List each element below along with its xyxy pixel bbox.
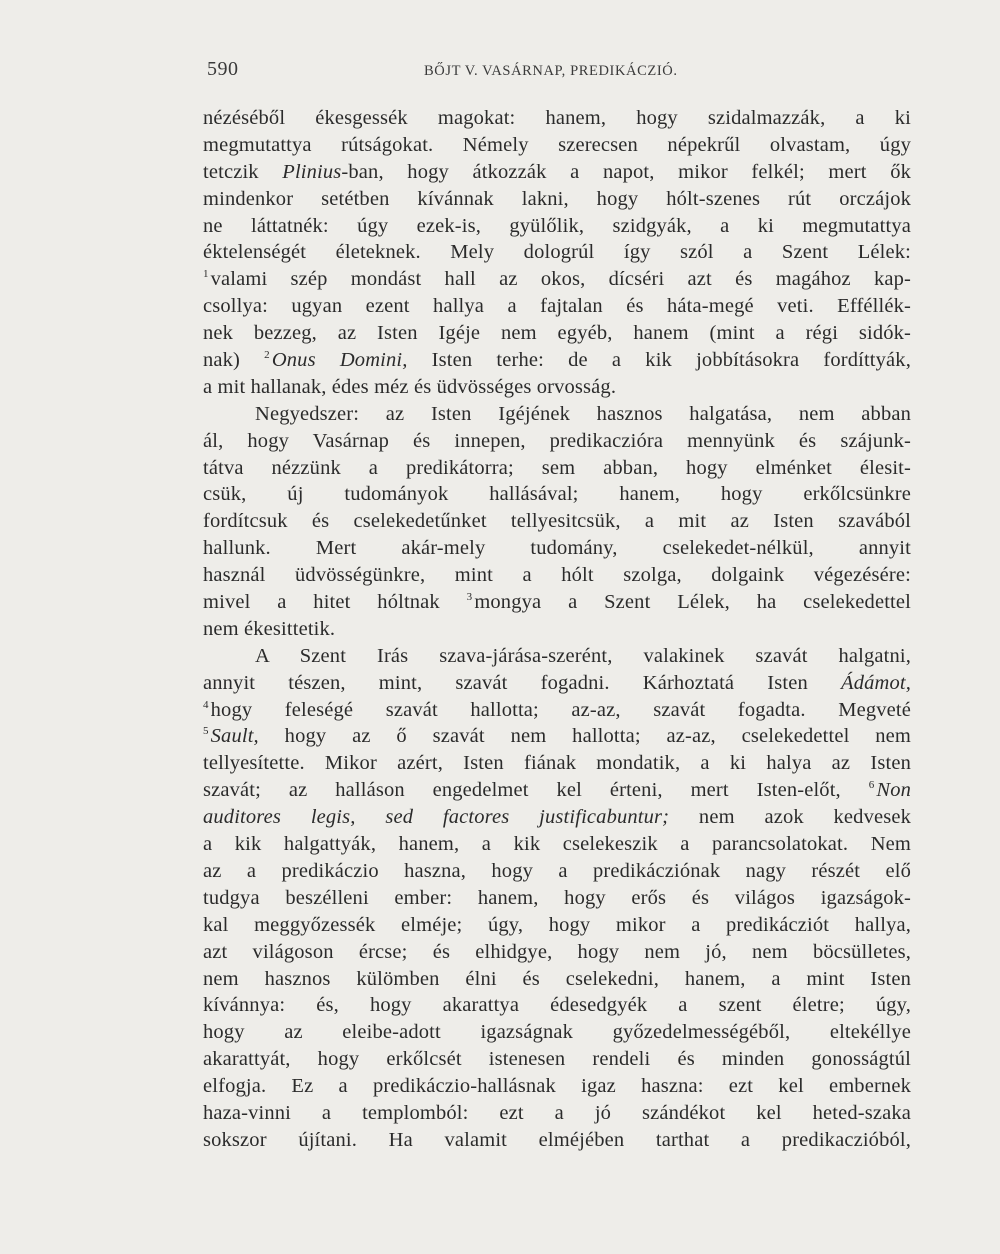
text-line: csollya: ugyan ezent hallya a fajtalan és háta-megé veti. Efféllék- <box>203 295 911 318</box>
text-line: akarattyát, hogy erkőlcsét istenesen rendeli és minden gonosságtúl <box>203 1048 911 1071</box>
text-line: nem hasznos külömben élni és cselekedni, hanem, a mint Isten <box>203 967 911 990</box>
text-line: azt világoson ércse; és elhidgye, hogy nem jó, nem böcsülletes, <box>203 940 911 963</box>
text-line: tátva nézzünk a predikátorra; sem abban, hogy elménket élesit- <box>203 456 911 479</box>
text-line: csük, új tudományok hallásával; hanem, hogy erkőlcsünkre <box>203 483 911 506</box>
text-line: a kik halgattyák, hanem, a kik cselekeszik a parancsolatokat. Nem <box>203 833 911 856</box>
page-number: 590 <box>207 58 239 80</box>
footnote-mark: 2 <box>264 349 270 362</box>
footnote-mark: 6 <box>868 779 875 792</box>
text-line: fordítcsuk és cselekedetűnket tellyesitcsük, a mit az Isten szavából <box>203 510 911 533</box>
text-line: nek bezzeg, az Isten Igéje nem egyéb, hanem (mint a régi sidók- <box>203 322 911 345</box>
text-line: $^4$hogy feleségé szavát hallotta; az-az, szavát fogadta. Megveté <box>203 698 911 721</box>
text-line: az a predikáczio haszna, hogy a predikácziónak nagy részét elő <box>203 859 911 882</box>
text-line: használ üdvösségünkre, mint a hólt szolga, dolgaink végezésére: <box>203 564 911 587</box>
text-line: nem ékesittetik. <box>203 617 336 640</box>
text-line: sokszor újítani. Ha valamit elméjében tarthat a predikaczióból, <box>203 1128 911 1151</box>
footnote-mark: 1 <box>203 268 209 281</box>
footnote-mark: 4 <box>203 698 209 711</box>
text-line: elfogja. Ez a predikáczio-hallásnak igaz haszna: ezt kel embernek <box>203 1075 911 1098</box>
footnote-mark: 3 <box>466 591 473 604</box>
text-line: kívánnya: és, hogy akarattya édesedgyék a szent életre; úgy, <box>203 994 911 1017</box>
text-line: nézéséből ékesgessék magokat: hanem, hogy szidalmazzák, a ki <box>203 107 911 129</box>
text-line: annyit tészen, mint, szavát fogadni. Kárhoztatá Isten Ádámot, <box>203 671 911 694</box>
text-line: $^1$valami szép mondást hall az okos, dícséri azt és magához kap- <box>203 268 911 291</box>
text-line: tellyesítette. Mikor azért, Isten fiának mondatik, a ki halya az Isten <box>203 752 911 775</box>
text-line: ál, hogy Vasárnap és innepen, predikaczióra mennyünk és szájunk- <box>203 429 911 452</box>
text-line: éktelenségét életeknek. Mely dologrúl így szól a Szent Lélek: <box>203 241 911 264</box>
text-line: haza-vinni a templomból: ezt a jó szándékot kel heted-szaka <box>203 1101 911 1124</box>
text-line: tudgya beszélleni ember: hanem, hogy erős és világos igazságok- <box>203 886 911 909</box>
text-line: ne láttatnék: úgy ezek-is, gyülőlik, szidgyák, a ki megmutattya <box>203 214 911 237</box>
text-line: Negyedszer: az Isten Igéjének hasznos halgatása, nem abban <box>255 402 911 425</box>
margin-notes <box>0 0 205 1254</box>
text-line: mindenkor setétben kívánnak lakni, hogy hólt-szenes rút orczájok <box>203 187 911 210</box>
text-line: hogy az eleibe-adott igazságnak győzedelmességéből, eltekéllye <box>203 1021 911 1044</box>
text-line: auditores legis, sed factores justificabuntur; nem azok kedvesek <box>203 806 912 829</box>
running-head: BŐJT V. VASÁRNAP, PREDIKÁCZIÓ. <box>424 63 678 79</box>
text-line: hallunk. Mert akár-mely tudomány, cselekedet-nélkül, annyit <box>203 537 911 560</box>
text-line: $^5$Sault, hogy az ő szavát nem hallotta; az-az, cselekedettel nem <box>203 725 911 748</box>
text-line: megmutattya rútságokat. Némely szerecsen népekrűl olvastam, úgy <box>203 133 911 156</box>
text-line: a mit hallanak, édes méz és üdvösséges orvosság. <box>203 375 617 398</box>
text-line: A Szent Irás szava-járása-szerént, valakinek szavát halgatni, <box>255 644 911 667</box>
text-line: tetczik Plinius-ban, hogy átkozzák a napot, mikor felkél; mert ők <box>203 160 911 183</box>
body-text <box>203 105 911 1154</box>
text-line: kal meggyőzessék elméje; úgy, hogy mikor a predikácziót hallya, <box>203 913 911 936</box>
footnote-mark: 5 <box>203 725 209 738</box>
text-line: nak) $^2$Onus Domini, Isten terhe: de a kik jobbításokra fordíttyák, <box>203 349 911 372</box>
text-line: mivel a hitet hóltnak $^3$mongya a Szent Lélek, ha cselekedettel <box>203 591 911 614</box>
text-line: szavát; az halláson engedelmet kel érteni, mert Isten-előt, $^6$Non <box>203 779 911 802</box>
